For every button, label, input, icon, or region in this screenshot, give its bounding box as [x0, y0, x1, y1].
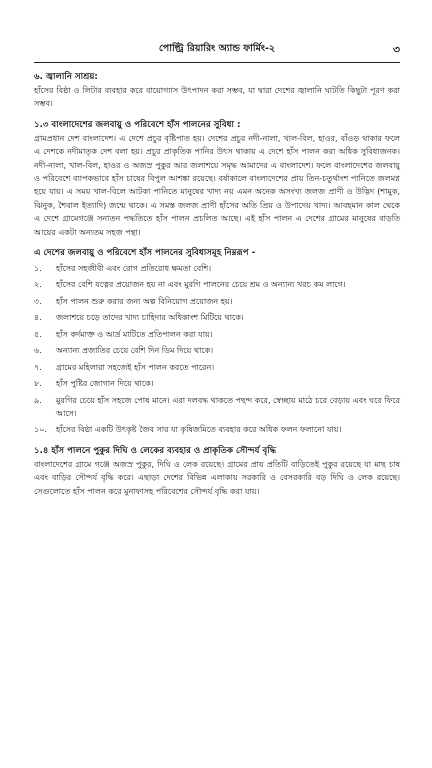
list-item-text: গ্রামের মহিলারা সহজেই হাঁস পালন করতে পারেন। — [56, 362, 215, 372]
section-heading: ১.৩ বাংলাদেশের জলবায়ু ও পরিবেশে হাঁস পালনের সুবিধা : — [34, 119, 241, 130]
section-ponds-lakes — [34, 445, 400, 498]
list-item-number: ৩. — [34, 296, 42, 306]
list-item-text: হাঁস কর্দমাক্ত ও আর্দ্র মাটিতে প্রতিপালন করা যায়। — [56, 329, 213, 339]
page-number: ৩ — [392, 43, 400, 56]
list-item-text: মুরগির চেয়ে হাঁস সহজে পোষ মানে। এরা দলবদ্ধ থাকতে পছন্দ করে, স্বেচ্ছায় মাঠে চরে বেড়ায় এবং ঘরে ফিরে আসে। — [56, 395, 400, 418]
list-item — [34, 278, 400, 291]
list-item-number: ৮. — [34, 379, 42, 389]
paragraph: বাংলাদেশের গ্রামে গঞ্জে অজস্র পুকুর, দিঘি ও লেক রয়েছে। গ্রামের প্রায় প্রতিটি বাড়িতেই পুকুর রয়েছে যা মাছ চাষ এবং বাড়ির সৌন্দর্য বৃদ্ধি করে। এছাড়া দেশের বিভিন্ন এলাকায় সরকারি ও বেসরকারি বড় দিঘি ও লেক রয়েছে। সেগুলোতে হাঁস পালন করে মুনাফাসহ পরিবেশের সৌন্দর্য বৃদ্ধি করা যায়। — [34, 459, 400, 496]
list-item — [34, 311, 400, 324]
list-item-number: ৬. — [34, 346, 42, 356]
list-item — [34, 423, 400, 436]
list-item-number: ১. — [34, 264, 42, 274]
list-item-text: জলাশয়ে চড়ে তাদের খাদ্য চাহিদার অধিকাংশ মিটিয়ে থাকে। — [56, 313, 244, 323]
list-item-number: ৫. — [34, 329, 42, 339]
section-heading: ৬. জ্বালানি সাশ্রয়: — [34, 72, 98, 82]
section-heading: এ দেশের জলবায়ু ও পরিবেশে হাঁস পালনের সুবিধাসমূহ নিম্নরূপ - — [34, 248, 256, 259]
list-item-number: ৯. — [34, 395, 42, 405]
section-heading: ১.৪ হাঁস পালনে পুকুর দিঘি ও লেকের ব্যবহার ও প্রাকৃতিক সৌন্দর্য বৃদ্ধি — [34, 445, 277, 456]
section-climate-advantages — [34, 119, 400, 239]
list-item — [34, 344, 400, 357]
list-item-text: হাঁসের বেশি যত্নের প্রয়োজন হয় না এবং মুরগি পালনের চেয়ে শ্রম ও অন্যান্য খরচ কম লাগে। — [56, 280, 346, 290]
list-item-text: হাঁস পুষ্টির জোগান দিয়ে থাকে। — [56, 379, 154, 389]
list-item-number: ১০. — [34, 425, 47, 435]
document-page — [34, 36, 400, 498]
section-fuel-saving — [34, 71, 400, 111]
page-header — [34, 36, 400, 63]
list-item-number: ৪. — [34, 313, 42, 323]
list-item-number: ৭. — [34, 362, 42, 372]
list-item-text: হাঁস পালন শুরু করার জন্য অল্প বিনিয়োগ প্রয়োজন হয়। — [56, 296, 233, 306]
paragraph: হাঁসের বিষ্ঠা ও লিটার ব্যবহার করে বায়োগ্যাস উৎপাদন করা সম্ভব, যা দ্বারা দেশের জ্বালানি ঘাটতি কিছুটা পূরণ করা সম্ভব। — [34, 85, 400, 109]
list-item — [34, 361, 400, 374]
advantage-list — [34, 262, 400, 437]
list-item-text: হাঁসের সহজীবী এবং রোগ প্রতিরোধ ক্ষমতা বেশি। — [56, 264, 212, 274]
list-item — [34, 328, 400, 341]
list-item — [34, 394, 400, 421]
list-item — [34, 377, 400, 390]
section-advantage-list — [34, 247, 400, 437]
running-title: পোল্ট্রি রিয়ারিং অ্যান্ড ফার্মিং-২ — [158, 43, 276, 54]
list-item — [34, 262, 400, 275]
list-item-number: ২. — [34, 280, 42, 290]
list-item — [34, 295, 400, 308]
list-item-text: অন্যান্য প্রজাতির চেয়ে বেশি দিন ডিম দিয়ে থাকে। — [56, 346, 214, 356]
list-item-text: হাঁসের বিষ্ঠা একটি উৎকৃষ্ট জৈব সার যা কৃষিজমিতে ব্যবহার করে অধিক ফলন ফলানো যায়। — [56, 425, 342, 435]
paragraph: গ্রামপ্রধান দেশ বাংলাদেশ। এ দেশে প্রচুর বৃষ্টিপাত হয়। দেশের প্রচুর নদী-নালা, খাল-বিল, হাওর, বাঁওড় থাকার ফলে এ দেশকে নদীমাতৃক দেশ বলা হয়। প্রচুর প্রাকৃতিক পানির উৎস থাকায় এ দেশে হাঁস পালন করা অধিক সুবিধাজনক। নদী-নালা, খাল-বিল, হাওর ও অজস্র পুকুর আর জলাশয়ে সমৃদ্ধ আমাদের এ বাংলাদেশ। ফলে বাংলাদেশের জলবায়ু ও পরিবেশে ব্যাপকভাবে হাঁস চাষের বিপুল আশঙ্কা রয়েছে। বর্ষাকালে বাংলাদেশের প্রায় তিন-চতুর্থাংশ পানিতে জলমগ্ন হয়ে যায়। এ সময় খাল-বিলে আটকা পানিতে মানুষের খাদ্য নয় এমন অনেক অসংখ্য জলজ প্রাণী ও উদ্ভিদ (শামুক, ঝিনুক, শৈবাল ইত্যাদি) জন্মে থাকে। এ সমস্ত জলজ প্রাণী হাঁসের অতি প্রিয় ও উপাদেয় খাদ্য। আবহমান কাল থেকে এ দেশে গ্রামেগঞ্জে সনাতন পদ্ধতিতে হাঁস পালন প্রচলিত আছে। এই হাঁস পালন এ দেশের গ্রামের মানুষের বাড়তি আয়ের একটা অন্যতম সহজ পন্থা। — [34, 133, 400, 237]
